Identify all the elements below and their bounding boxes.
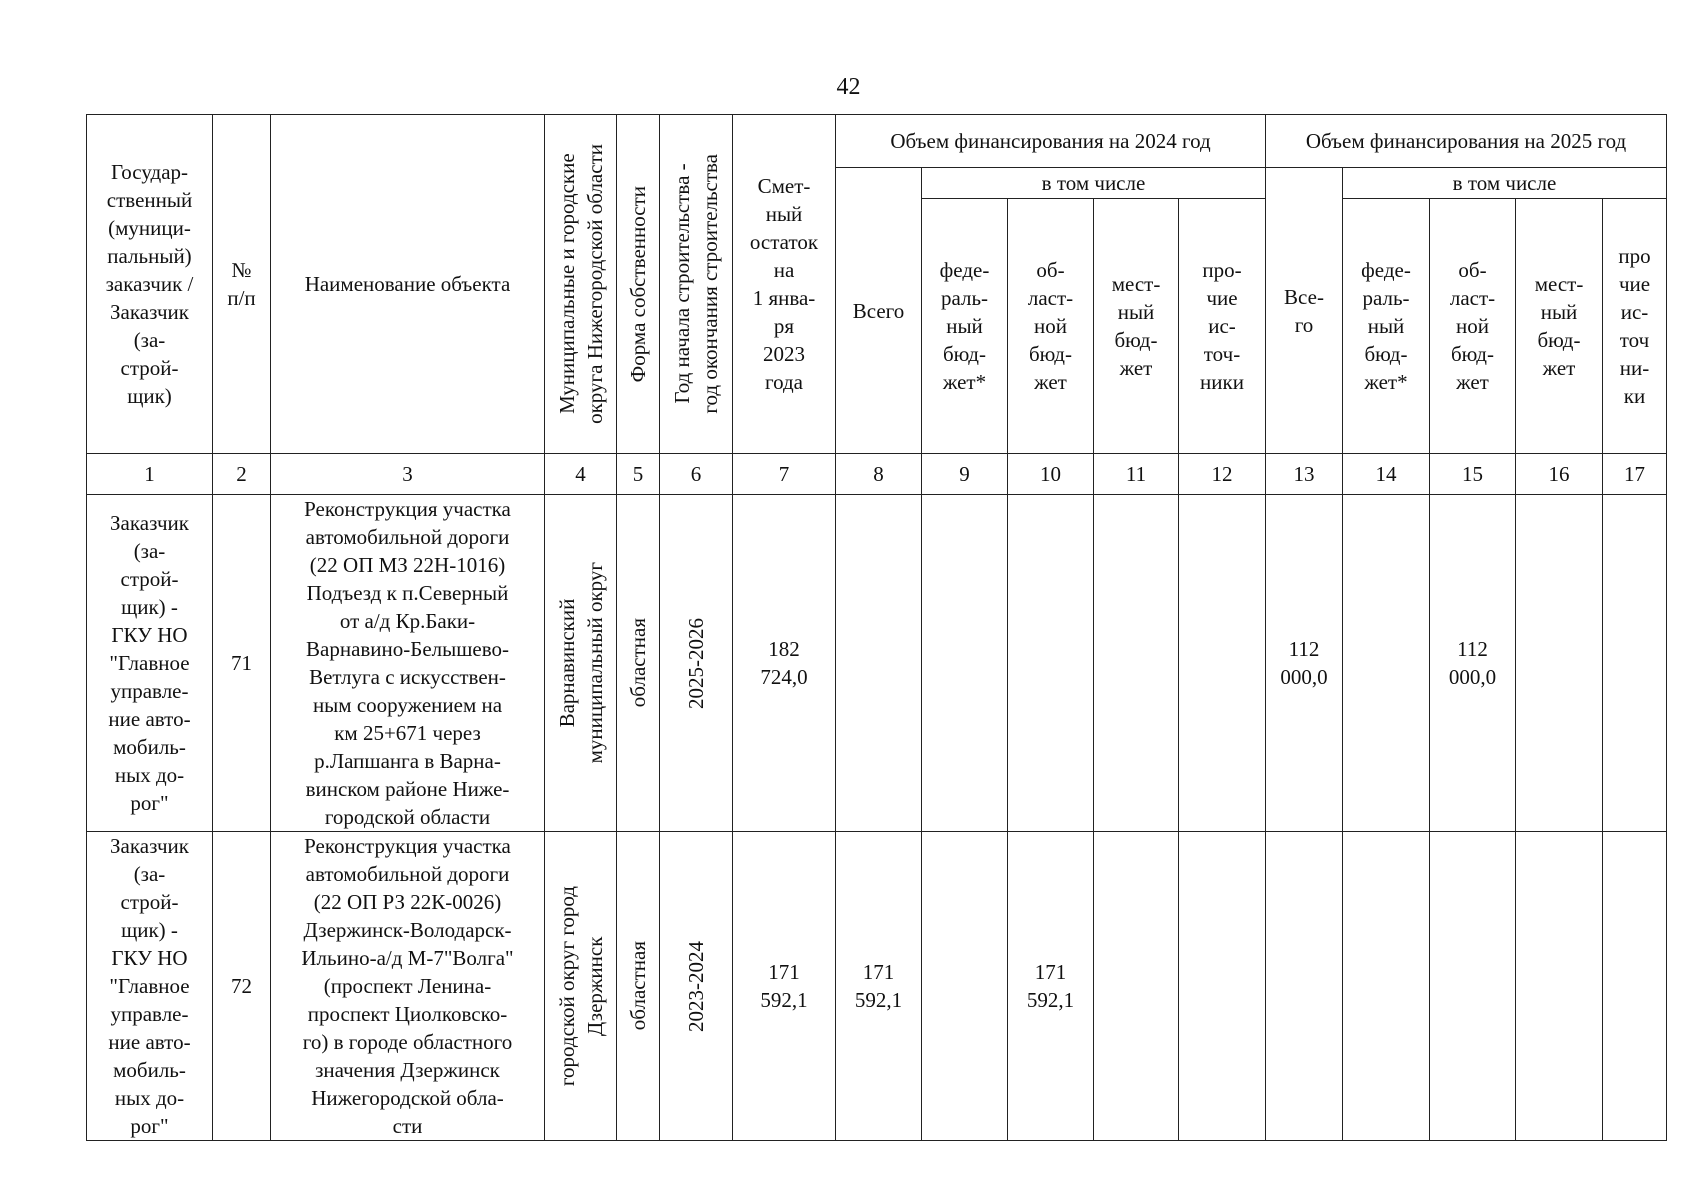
header-customer: Государ- ственный (муници- пальный) заказчик / Заказчик (за- строй- щик) [87, 115, 213, 454]
cell-ownership [617, 832, 660, 1141]
column-number: 4 [545, 454, 617, 495]
column-number-row [87, 454, 1667, 495]
cell-2024-other [1179, 495, 1266, 832]
cell-2024-federal [922, 832, 1008, 1141]
header-2025-including: в том числе [1343, 168, 1667, 199]
cell-2025-other [1603, 832, 1667, 1141]
header-financing-2025: Объем финансирования на 2025 год [1266, 115, 1667, 168]
cell-2024-other [1179, 832, 1266, 1141]
header-2025-regional: об- ласт- ной бюд- жет [1430, 199, 1516, 454]
column-number: 9 [922, 454, 1008, 495]
header-financing-2024: Объем финансирования на 2024 год [836, 115, 1266, 168]
column-number: 1 [87, 454, 213, 495]
cell-object-name: Реконструкция участка автомобильной дороги (22 ОП МЗ 22Н-1016) Подъезд к п.Северный от а/д Кр.Баки- Варнавино-Белышево- Ветлуга с искусствен- ным сооружением на км 25+671 через р.Лапшанга в Варна- винском районе Ниже- городской области [271, 495, 545, 832]
header-2024-regional: об- ласт- ной бюд- жет [1008, 199, 1094, 454]
column-number: 10 [1008, 454, 1094, 495]
header-number: № п/п [213, 115, 271, 454]
cell-ownership [617, 495, 660, 832]
header-2024-local: мест- ный бюд- жет [1094, 199, 1179, 454]
cell-2025-total [1266, 832, 1343, 1141]
header-ownership-text: Форма собственности [626, 185, 650, 383]
cell-2025-other [1603, 495, 1667, 832]
header-district-text: Муниципальные и городские округа Нижегородской области [554, 144, 607, 424]
column-number: 16 [1516, 454, 1603, 495]
cell-district-text: городской округ город Дзержинск [554, 885, 607, 1087]
header-2024-total: Всего [836, 168, 922, 454]
header-2025-other: про чие ис- точ ни- ки [1603, 199, 1667, 454]
header-ownership [617, 115, 660, 454]
cell-2025-local [1516, 495, 1603, 832]
cell-2024-regional [1008, 495, 1094, 832]
cell-number: 72 [213, 832, 271, 1141]
column-number: 13 [1266, 454, 1343, 495]
cell-years [660, 495, 733, 832]
column-number: 17 [1603, 454, 1667, 495]
cell-2024-total [836, 495, 922, 832]
header-years [660, 115, 733, 454]
table-row [87, 495, 1667, 832]
cell-2025-federal [1343, 495, 1430, 832]
cell-2025-federal [1343, 832, 1430, 1141]
cell-district [545, 495, 617, 832]
column-number: 2 [213, 454, 271, 495]
header-2025-federal: феде- раль- ный бюд- жет* [1343, 199, 1430, 454]
header-remaining-estimate: Смет- ный остаток на 1 янва- ря 2023 года [733, 115, 836, 454]
column-number: 3 [271, 454, 545, 495]
cell-2024-regional: 171 592,1 [1008, 832, 1094, 1141]
cell-2024-total: 171 592,1 [836, 832, 922, 1141]
column-number: 6 [660, 454, 733, 495]
cell-2025-regional: 112 000,0 [1430, 495, 1516, 832]
column-number: 15 [1430, 454, 1516, 495]
cell-remaining-estimate: 171 592,1 [733, 832, 836, 1141]
cell-remaining-estimate: 182 724,0 [733, 495, 836, 832]
column-number: 14 [1343, 454, 1430, 495]
cell-district [545, 832, 617, 1141]
cell-ownership-text: областная [626, 941, 650, 1031]
cell-2025-total: 112 000,0 [1266, 495, 1343, 832]
header-object-name: Наименование объекта [271, 115, 545, 454]
cell-years-text: 2023-2024 [684, 940, 708, 1032]
header-years-text: Год начала строительства - год окончания строительства [670, 154, 722, 414]
header-2025-total: Все- го [1266, 168, 1343, 454]
cell-ownership-text: областная [626, 618, 650, 708]
column-number: 8 [836, 454, 922, 495]
header-2024-federal: феде- раль- ный бюд- жет* [922, 199, 1008, 454]
column-number: 7 [733, 454, 836, 495]
page-number: 42 [836, 74, 861, 100]
cell-2024-local [1094, 832, 1179, 1141]
cell-number: 71 [213, 495, 271, 832]
cell-years-text: 2025-2026 [684, 617, 708, 709]
cell-district-text: Варнавинский муниципальный округ [554, 562, 607, 764]
table-row [87, 832, 1667, 1141]
cell-2025-regional [1430, 832, 1516, 1141]
cell-years [660, 832, 733, 1141]
cell-2024-local [1094, 495, 1179, 832]
cell-customer: Заказчик (за- строй- щик) - ГКУ НО "Главное управле- ние авто- мобиль- ных до- рог" [87, 832, 213, 1141]
financing-table [86, 114, 1667, 1141]
header-2024-including: в том числе [922, 168, 1266, 199]
column-number: 12 [1179, 454, 1266, 495]
column-number: 11 [1094, 454, 1179, 495]
cell-2025-local [1516, 832, 1603, 1141]
header-2024-other: про- чие ис- точ- ники [1179, 199, 1266, 454]
column-number: 5 [617, 454, 660, 495]
header-district [545, 115, 617, 454]
cell-object-name: Реконструкция участка автомобильной дороги (22 ОП РЗ 22К-0026) Дзержинск-Володарск- Ильино-а/д М-7"Волга" (проспект Ленина- проспект Циолковско- го) в городе областного значения Дзержинск Нижегородской обла- сти [271, 832, 545, 1141]
cell-customer: Заказчик (за- строй- щик) - ГКУ НО "Главное управле- ние авто- мобиль- ных до- рог" [87, 495, 213, 832]
header-2025-local: мест- ный бюд- жет [1516, 199, 1603, 454]
cell-2024-federal [922, 495, 1008, 832]
